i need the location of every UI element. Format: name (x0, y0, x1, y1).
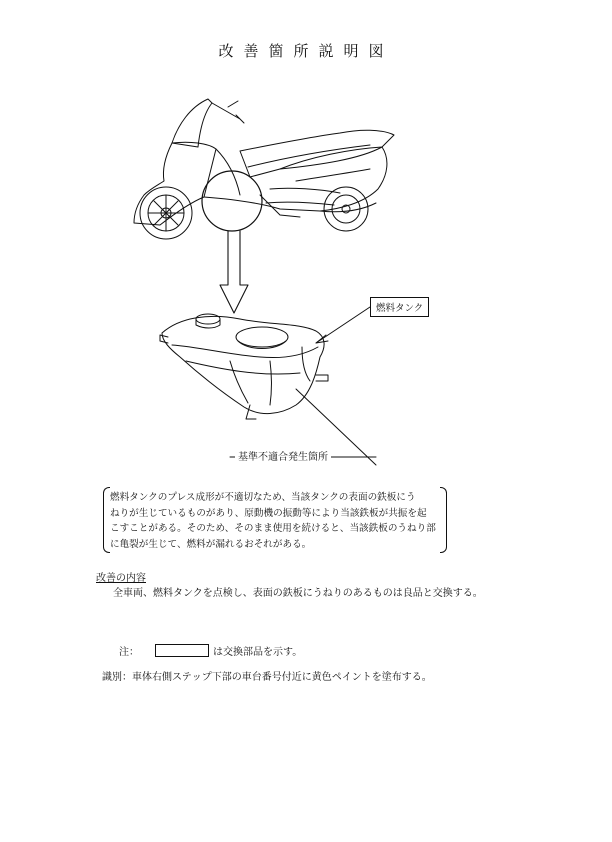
improvement-heading (96, 569, 146, 584)
scooter-illustration (134, 99, 394, 239)
down-arrow (220, 231, 248, 313)
defect-description-line: ねりが生じているものがあり、原動機の振動等により当該鉄板が共振を起 (110, 507, 427, 519)
fuel-tank-label: 燃料タンク (370, 297, 429, 317)
legend-note-text: は交換部品を示す。 (213, 647, 303, 658)
defect-description-line: 燃料タンクのプレス成形が不適切なため、当該タンクの表面の鉄板にう (110, 492, 416, 503)
improvement-text: 全車両、燃料タンクを点検し、表面の鉄板にうねりのあるものは良品と交換する。 (113, 588, 483, 599)
legend-note (119, 643, 302, 658)
defect-description-line: に亀裂が生じて、燃料が漏れるおそれがある。 (110, 538, 312, 550)
page-title: 改善箇所説明図 (218, 42, 394, 60)
improvement-heading-text: 改善の内容 (96, 573, 146, 584)
replacement-part-legend-box (155, 644, 209, 657)
defect-description (110, 490, 445, 552)
fuel-tank-callout-line (316, 307, 370, 343)
defect-site-label: 基準不適合発生箇所 (235, 448, 331, 463)
notice-bracket-right (440, 487, 447, 553)
fuel-tank-illustration (160, 314, 328, 419)
notice-bracket-left (103, 487, 110, 553)
detail-circle (202, 171, 262, 231)
legend-note-prefix: 注： (119, 647, 139, 658)
fuel-tank-diagram (120, 85, 470, 480)
identification-note: 識別：車体右側ステップ下部の車台番号付近に黄色ペイントを塗布する。 (102, 672, 432, 683)
defect-description-line: こすことがある。そのため、そのまま使用を続けると、当該鉄板のうねり部 (110, 523, 436, 534)
